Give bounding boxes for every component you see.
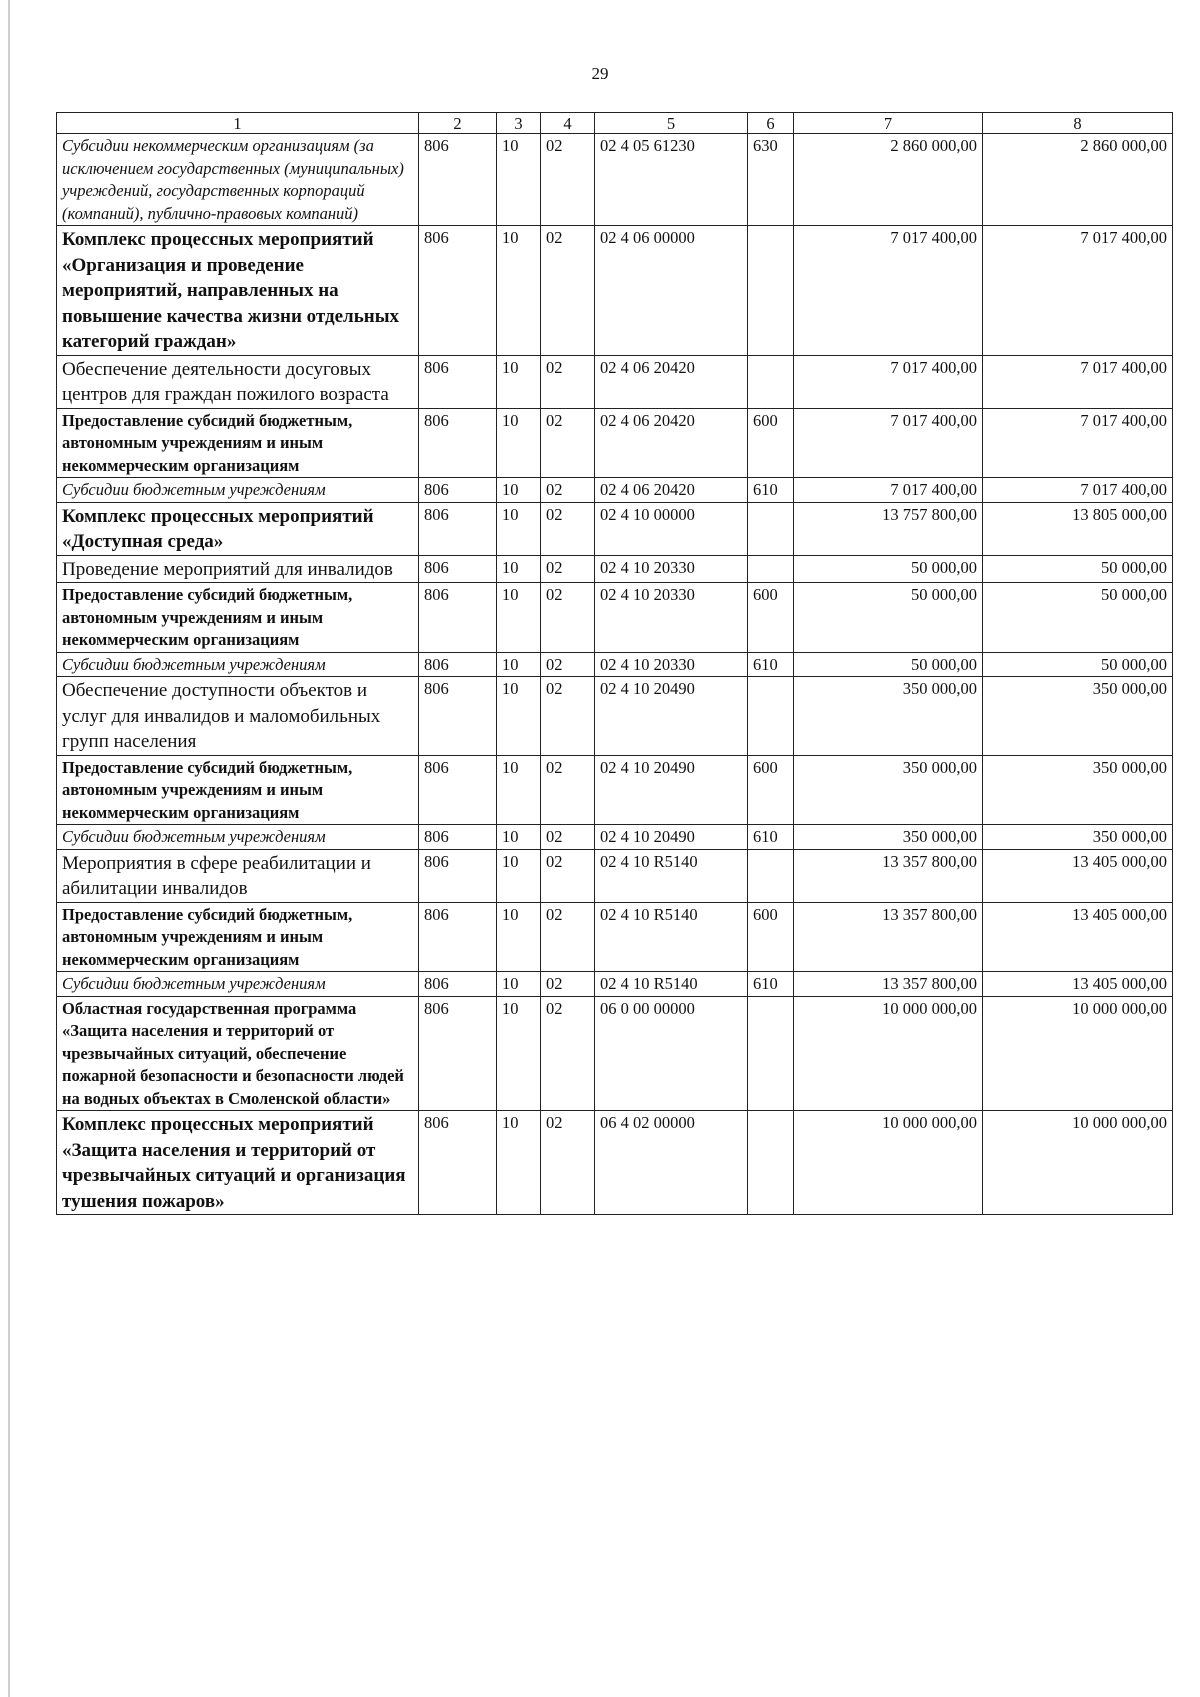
row-expense-type-cell	[748, 555, 794, 583]
row-name-cell: Субсидии бюджетным учреждениям	[57, 825, 419, 850]
row-amount-year1-cell: 50 000,00	[794, 583, 983, 653]
row-name-cell: Субсидии бюджетным учреждениям	[57, 972, 419, 997]
row-amount-year2-cell: 7 017 400,00	[983, 408, 1173, 478]
row-amount-year2-cell: 10 000 000,00	[983, 1111, 1173, 1215]
row-amount-year1-cell: 50 000,00	[794, 652, 983, 677]
table-row	[57, 652, 1173, 677]
row-subsection-cell: 02	[541, 825, 595, 850]
table-row	[57, 583, 1173, 653]
row-section-cell: 10	[497, 849, 541, 902]
row-expense-type-cell	[748, 849, 794, 902]
row-subsection-cell: 02	[541, 408, 595, 478]
row-section-cell: 10	[497, 226, 541, 356]
row-admin-code-cell: 806	[419, 996, 497, 1111]
row-name-cell: Предоставление субсидий бюджетным, автономным учреждениям и иным некоммерческим организациям	[57, 583, 419, 653]
row-expense-type-cell	[748, 355, 794, 408]
row-name-cell: Субсидии бюджетным учреждениям	[57, 478, 419, 503]
row-name-cell: Комплекс процессных мероприятий «Доступная среда»	[57, 502, 419, 555]
row-section-cell: 10	[497, 1111, 541, 1215]
row-section-cell: 10	[497, 134, 541, 226]
header-row	[57, 113, 1173, 134]
row-amount-year1-cell: 50 000,00	[794, 555, 983, 583]
row-expense-type-cell: 630	[748, 134, 794, 226]
row-admin-code-cell: 806	[419, 555, 497, 583]
row-amount-year2-cell: 2 860 000,00	[983, 134, 1173, 226]
row-name-cell: Комплекс процессных мероприятий «Защита населения и территорий от чрезвычайных ситуаций и организация тушения пожаров»	[57, 1111, 419, 1215]
row-expense-type-cell	[748, 1111, 794, 1215]
row-section-cell: 10	[497, 555, 541, 583]
table-row	[57, 825, 1173, 850]
row-name-cell: Субсидии некоммерческим организациям (за исключением государственных (муниципальных) учреждений, государственных корпораций (компаний), публично-правовых компаний)	[57, 134, 419, 226]
row-amount-year1-cell: 350 000,00	[794, 825, 983, 850]
row-target-article-cell: 02 4 10 20490	[595, 677, 748, 756]
row-amount-year2-cell: 350 000,00	[983, 825, 1173, 850]
row-section-cell: 10	[497, 972, 541, 997]
row-admin-code-cell: 806	[419, 134, 497, 226]
row-target-article-cell: 02 4 10 R5140	[595, 902, 748, 972]
row-amount-year2-cell: 50 000,00	[983, 652, 1173, 677]
row-admin-code-cell: 806	[419, 408, 497, 478]
row-subsection-cell: 02	[541, 996, 595, 1111]
row-amount-year1-cell: 13 357 800,00	[794, 902, 983, 972]
row-amount-year1-cell: 13 757 800,00	[794, 502, 983, 555]
row-target-article-cell: 02 4 06 20420	[595, 478, 748, 503]
row-admin-code-cell: 806	[419, 652, 497, 677]
budget-table	[56, 112, 1173, 1215]
row-amount-year2-cell: 50 000,00	[983, 555, 1173, 583]
row-target-article-cell: 06 0 00 00000	[595, 996, 748, 1111]
row-section-cell: 10	[497, 478, 541, 503]
row-section-cell: 10	[497, 583, 541, 653]
row-target-article-cell: 02 4 10 20490	[595, 755, 748, 825]
row-admin-code-cell: 806	[419, 677, 497, 756]
header-cell: 4	[541, 113, 595, 134]
table-row	[57, 849, 1173, 902]
row-subsection-cell: 02	[541, 849, 595, 902]
row-expense-type-cell	[748, 996, 794, 1111]
row-amount-year1-cell: 7 017 400,00	[794, 478, 983, 503]
row-name-cell: Комплекс процессных мероприятий «Организация и проведение мероприятий, направленных на повышение качества жизни отдельных категорий граждан»	[57, 226, 419, 356]
table-row	[57, 478, 1173, 503]
row-expense-type-cell: 600	[748, 583, 794, 653]
row-admin-code-cell: 806	[419, 355, 497, 408]
row-expense-type-cell: 600	[748, 902, 794, 972]
header-cell: 1	[57, 113, 419, 134]
row-amount-year1-cell: 7 017 400,00	[794, 226, 983, 356]
row-admin-code-cell: 806	[419, 755, 497, 825]
row-amount-year1-cell: 7 017 400,00	[794, 408, 983, 478]
row-section-cell: 10	[497, 755, 541, 825]
row-section-cell: 10	[497, 408, 541, 478]
row-subsection-cell: 02	[541, 355, 595, 408]
table-row	[57, 996, 1173, 1111]
row-target-article-cell: 02 4 10 20490	[595, 825, 748, 850]
row-subsection-cell: 02	[541, 583, 595, 653]
row-admin-code-cell: 806	[419, 849, 497, 902]
table-row	[57, 972, 1173, 997]
row-amount-year1-cell: 13 357 800,00	[794, 849, 983, 902]
table-row	[57, 355, 1173, 408]
row-section-cell: 10	[497, 825, 541, 850]
row-amount-year2-cell: 7 017 400,00	[983, 355, 1173, 408]
header-cell: 7	[794, 113, 983, 134]
row-subsection-cell: 02	[541, 1111, 595, 1215]
table-row	[57, 555, 1173, 583]
row-target-article-cell: 02 4 10 20330	[595, 555, 748, 583]
row-name-cell: Субсидии бюджетным учреждениям	[57, 652, 419, 677]
header-cell: 3	[497, 113, 541, 134]
row-admin-code-cell: 806	[419, 583, 497, 653]
row-name-cell: Обеспечение доступности объектов и услуг для инвалидов и маломобильных групп населения	[57, 677, 419, 756]
header-cell: 6	[748, 113, 794, 134]
row-subsection-cell: 02	[541, 226, 595, 356]
row-section-cell: 10	[497, 502, 541, 555]
row-amount-year2-cell: 13 405 000,00	[983, 849, 1173, 902]
row-amount-year2-cell: 13 405 000,00	[983, 902, 1173, 972]
row-name-cell: Предоставление субсидий бюджетным, автономным учреждениям и иным некоммерческим организациям	[57, 902, 419, 972]
row-section-cell: 10	[497, 996, 541, 1111]
table-row	[57, 502, 1173, 555]
row-section-cell: 10	[497, 902, 541, 972]
row-amount-year1-cell: 13 357 800,00	[794, 972, 983, 997]
row-target-article-cell: 02 4 06 20420	[595, 355, 748, 408]
row-target-article-cell: 06 4 02 00000	[595, 1111, 748, 1215]
row-subsection-cell: 02	[541, 555, 595, 583]
row-subsection-cell: 02	[541, 652, 595, 677]
table-row	[57, 902, 1173, 972]
row-name-cell: Проведение мероприятий для инвалидов	[57, 555, 419, 583]
row-amount-year2-cell: 50 000,00	[983, 583, 1173, 653]
row-target-article-cell: 02 4 10 20330	[595, 583, 748, 653]
row-admin-code-cell: 806	[419, 1111, 497, 1215]
header-cell: 8	[983, 113, 1173, 134]
table-body	[57, 113, 1173, 1215]
row-name-cell: Обеспечение деятельности досуговых центров для граждан пожилого возраста	[57, 355, 419, 408]
row-subsection-cell: 02	[541, 902, 595, 972]
row-expense-type-cell: 610	[748, 478, 794, 503]
row-name-cell: Мероприятия в сфере реабилитации и абилитации инвалидов	[57, 849, 419, 902]
row-subsection-cell: 02	[541, 677, 595, 756]
row-expense-type-cell: 600	[748, 408, 794, 478]
row-amount-year2-cell: 13 805 000,00	[983, 502, 1173, 555]
row-amount-year2-cell: 350 000,00	[983, 755, 1173, 825]
header-cell: 5	[595, 113, 748, 134]
row-admin-code-cell: 806	[419, 478, 497, 503]
row-amount-year1-cell: 10 000 000,00	[794, 1111, 983, 1215]
row-subsection-cell: 02	[541, 134, 595, 226]
row-admin-code-cell: 806	[419, 502, 497, 555]
table-row	[57, 1111, 1173, 1215]
row-amount-year1-cell: 10 000 000,00	[794, 996, 983, 1111]
row-expense-type-cell: 610	[748, 652, 794, 677]
row-target-article-cell: 02 4 06 00000	[595, 226, 748, 356]
row-admin-code-cell: 806	[419, 825, 497, 850]
row-admin-code-cell: 806	[419, 902, 497, 972]
row-amount-year1-cell: 350 000,00	[794, 755, 983, 825]
row-target-article-cell: 02 4 10 20330	[595, 652, 748, 677]
row-subsection-cell: 02	[541, 755, 595, 825]
row-expense-type-cell	[748, 502, 794, 555]
row-amount-year2-cell: 350 000,00	[983, 677, 1173, 756]
row-expense-type-cell: 600	[748, 755, 794, 825]
row-target-article-cell: 02 4 10 00000	[595, 502, 748, 555]
scan-edge-line	[8, 0, 10, 1697]
table-row	[57, 755, 1173, 825]
row-expense-type-cell	[748, 226, 794, 356]
row-name-cell: Предоставление субсидий бюджетным, автономным учреждениям и иным некоммерческим организациям	[57, 408, 419, 478]
row-amount-year2-cell: 7 017 400,00	[983, 478, 1173, 503]
row-amount-year1-cell: 350 000,00	[794, 677, 983, 756]
table-row	[57, 134, 1173, 226]
page-number: 29	[591, 64, 609, 83]
row-section-cell: 10	[497, 355, 541, 408]
row-expense-type-cell	[748, 677, 794, 756]
row-amount-year1-cell: 2 860 000,00	[794, 134, 983, 226]
row-target-article-cell: 02 4 06 20420	[595, 408, 748, 478]
row-target-article-cell: 02 4 10 R5140	[595, 972, 748, 997]
row-expense-type-cell: 610	[748, 825, 794, 850]
row-amount-year2-cell: 13 405 000,00	[983, 972, 1173, 997]
row-amount-year2-cell: 7 017 400,00	[983, 226, 1173, 356]
table-row	[57, 226, 1173, 356]
row-target-article-cell: 02 4 10 R5140	[595, 849, 748, 902]
row-target-article-cell: 02 4 05 61230	[595, 134, 748, 226]
table-row	[57, 408, 1173, 478]
row-expense-type-cell: 610	[748, 972, 794, 997]
row-admin-code-cell: 806	[419, 226, 497, 356]
row-section-cell: 10	[497, 652, 541, 677]
row-section-cell: 10	[497, 677, 541, 756]
row-name-cell: Предоставление субсидий бюджетным, автономным учреждениям и иным некоммерческим организациям	[57, 755, 419, 825]
row-amount-year1-cell: 7 017 400,00	[794, 355, 983, 408]
row-name-cell: Областная государственная программа «Защита населения и территорий от чрезвычайных ситуаций, обеспечение пожарной безопасности и безопасности людей на водных объектах в Смоленской области»	[57, 996, 419, 1111]
row-admin-code-cell: 806	[419, 972, 497, 997]
row-subsection-cell: 02	[541, 478, 595, 503]
table-row	[57, 677, 1173, 756]
header-cell: 2	[419, 113, 497, 134]
row-subsection-cell: 02	[541, 972, 595, 997]
row-subsection-cell: 02	[541, 502, 595, 555]
row-amount-year2-cell: 10 000 000,00	[983, 996, 1173, 1111]
